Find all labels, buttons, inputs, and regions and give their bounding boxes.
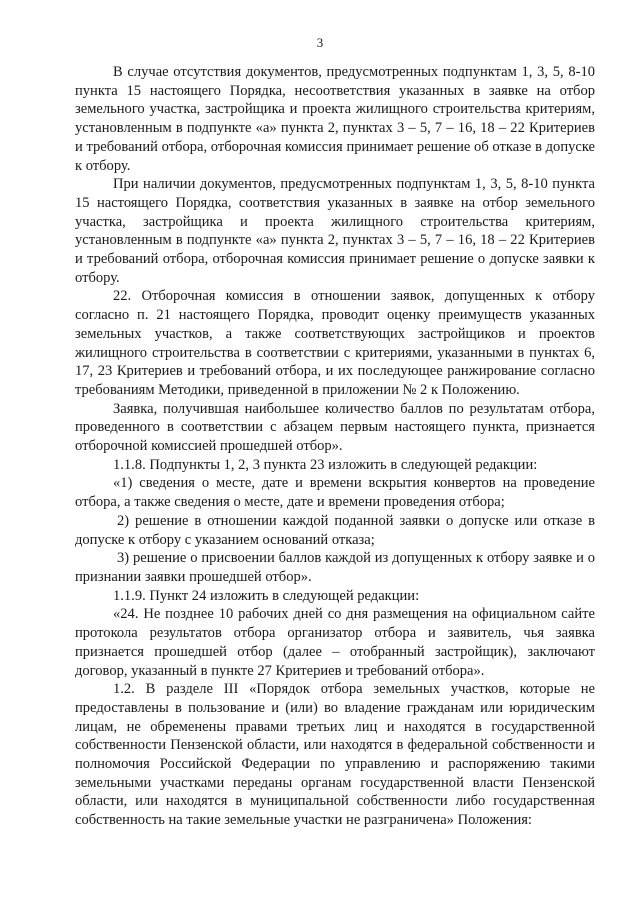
paragraph-1-2-section-iii: 1.2. В разделе III «Порядок отбора земельных участков, которые не предоставлены в пользование и (или) во владение гражданам или юридическим лицам, не обременены правами третьих лиц и находятся в государственной собственности Пензенской области, или находятся в федеральной собственности и полномочия Российской Федерации по управлению и распоряжению такими земельными участками переданы органам государственной власти Пензенской области, или находятся в муниципальной собственности либо государственная собственность на такие земельные участки не разграничена» Положения:	[75, 681, 595, 829]
paragraph-item-24: «24. Не позднее 10 рабочих дней со дня размещения на официальном сайте протокола результатов отбора организатор отбора и заявитель, чья заявка признается прошедшей отбор (далее – отобранный застройщик), заключают договор, указанный в пункте 27 Критериев и требований отбора».	[75, 606, 595, 679]
paragraph-refusal-conditions: В случае отсутствия документов, предусмотренных подпунктам 1, 3, 5, 8-10 пункта 15 настоящего Порядка, несоответствия указанных в заявке на отбор земельного участка, застройщика и проекта жилищного строительства критериям, установленным в подпункте «а» пункта 2, пунктах 3 – 5, 7 – 16, 18 – 22 Критериев и требований отбора, отборочная комиссия принимает решение об отказе в допуске к отбору.	[75, 64, 595, 174]
page-number: 3	[316, 35, 324, 50]
document-body	[75, 63, 595, 830]
paragraph-item-22: 22. Отборочная комиссия в отношении заявок, допущенных к отбору согласно п. 21 настоящего Порядка, проводит оценку преимуществ указанных земельных участков, а также соответствующих застройщиков и проектов жилищного строительства в соответствии с критериями, указанными в пунктах 6, 17, 23 Критериев и требований отбора, и их последующее ранжирование согласно требованиям Методики, приведенной в приложении № 2 к Положению.	[75, 288, 595, 398]
paragraph-subitem-2: 2) решение в отношении каждой поданной заявки о допуске или отказе в допуске к отбору с указанием оснований отказа;	[75, 512, 595, 548]
paragraph-1-1-8: 1.1.8. Подпункты 1, 2, 3 пункта 23 изложить в следующей редакции:	[113, 456, 538, 473]
paragraph-1-1-9: 1.1.9. Пункт 24 изложить в следующей редакции:	[113, 587, 420, 604]
paragraph-admission-conditions: При наличии документов, предусмотренных подпунктам 1, 3, 5, 8-10 пункта 15 настоящего Порядка, соответствия указанных в заявке на отбор земельного участка, застройщика и проекта жилищного строительства критериям, установленным в подпункте «а» пункта 2, пунктах 3 – 5, 7 – 16, 18 – 22 Критериев и требований отбора, отборочная комиссия принимает решение о допуске заявки к отбору.	[75, 176, 595, 286]
paragraph-subitem-3: 3) решение о присвоении баллов каждой из допущенных к отбору заявке и о признании заявки прошедшей отбор».	[75, 550, 595, 585]
paragraph-winner: Заявка, получившая наибольшее количество баллов по результатам отбора, проведенного в соответствии с абзацем первым настоящего пункта, признается отборочной комиссией прошедшей отбор».	[75, 400, 595, 455]
paragraph-subitem-1: «1) сведения о месте, дате и времени вскрытия конвертов на проведение отбора, а также сведения о месте, дате и времени проведения отбора;	[75, 475, 595, 511]
